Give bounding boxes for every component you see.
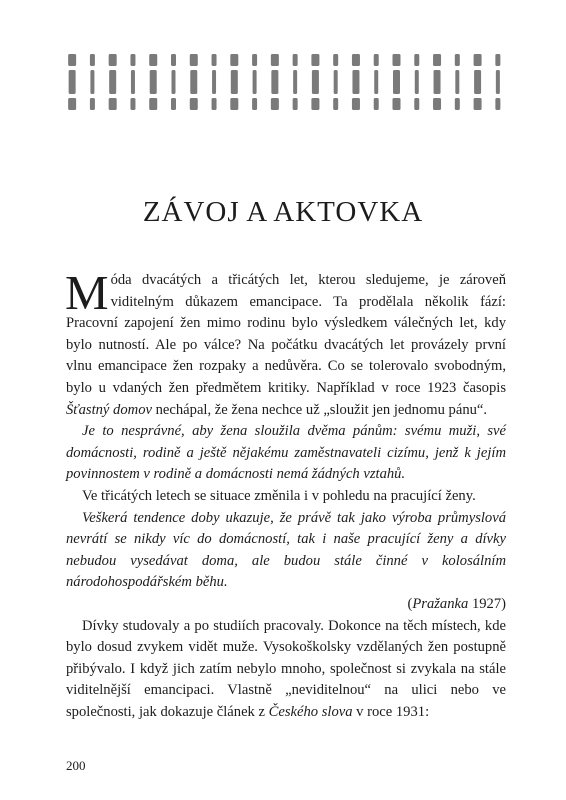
ornament-bar-bottom bbox=[333, 98, 338, 110]
ornament-bar-bottom bbox=[149, 98, 157, 110]
paragraph-3-tail: v roce 1931: bbox=[352, 703, 430, 720]
ornament-bar-bottom bbox=[374, 98, 379, 110]
chapter-title: ZÁVOJ A AKTOVKA bbox=[142, 196, 424, 228]
ornament-bar-bottom bbox=[293, 98, 298, 110]
ornament-bar-bottom bbox=[109, 98, 117, 110]
ornament-bar-top bbox=[374, 54, 379, 66]
ornament-bar-bottom bbox=[474, 98, 482, 110]
ornament-bar-top bbox=[455, 54, 460, 66]
paragraph-1 bbox=[65, 265, 506, 421]
ornament-bar-top bbox=[393, 54, 401, 66]
ornament-bar-middle bbox=[190, 70, 197, 94]
paragraph-1-tail: nechápal, že žena nechce už „sloužit jen jednomu pánu“. bbox=[151, 401, 488, 418]
ornament-bar-middle bbox=[434, 70, 441, 94]
ornament-bar-middle bbox=[231, 70, 238, 94]
ornament-bar-bottom bbox=[212, 98, 217, 110]
quote-2-citation bbox=[66, 594, 506, 616]
page-number: 200 bbox=[66, 758, 86, 773]
ornament-bar-middle bbox=[352, 70, 359, 94]
ornament-bar-middle bbox=[496, 70, 500, 94]
ornament-bar-top bbox=[474, 54, 482, 66]
ornament-bar-top bbox=[212, 54, 217, 66]
ornament-bar-bottom bbox=[230, 98, 238, 110]
ornament-bar-middle bbox=[334, 70, 338, 94]
ornament-bar-top bbox=[230, 54, 238, 66]
newspaper-name: Českého slova bbox=[268, 703, 353, 720]
ornament-bar-middle bbox=[109, 70, 116, 94]
quote-2: Veškerá tendence doby ukazuje, že právě tak jako výroba průmyslová nevrátí se nikdy víc do domácností, tak i naše pracující ženy a dívky nebudou vysedávat doma, ale budou stále činné v kolosálním národohospodářském běhu. bbox=[66, 509, 506, 591]
citation-open: ( bbox=[407, 595, 413, 612]
decorative-bar-ornament-icon bbox=[62, 52, 508, 114]
ornament-bar-bottom bbox=[414, 98, 419, 110]
ornament-bar-bottom bbox=[311, 98, 319, 110]
ornament-bar-bottom bbox=[271, 98, 279, 110]
paragraph-2: Ve třicátých letech se situace změnila i v pohledu na pracující ženy. bbox=[82, 487, 476, 504]
ornament-bar-bottom bbox=[352, 98, 360, 110]
ornament-bar-top bbox=[252, 54, 257, 66]
ornament-bar-middle bbox=[172, 70, 176, 94]
quote-1: Je to nesprávné, aby žena sloužila dvěma pánům: svému muži, své domácnosti, rodině a ještě nějakému zaměstnavateli cizímu, jenž k jejím povinnostem v rodině a domácnosti nemá žádných vztahů. bbox=[66, 423, 506, 483]
ornament-bar-middle bbox=[474, 70, 481, 94]
ornament-bar-top bbox=[68, 54, 76, 66]
ornament-bar-middle bbox=[374, 70, 378, 94]
paragraph-1-text: óda dvacátých a třicátých let, kterou sledujeme, je zároveň viditelným důkazem emancipace. Ta prodělala několik fází: Pracovní zapojení žen mimo rodinu bylo výsledkem válečných let, kdy bylo nutností. Ale po válce? Na počátku dvacátých let provázely první vlnu emancipace žen rozpaky a nedůvěra. Co se tolerovalo svobodným, bylo u vdaných žen předmětem kritiky. Například v roce 1923 časopis bbox=[66, 272, 506, 396]
ornament-bar-top bbox=[149, 54, 157, 66]
ornament-bar-top bbox=[433, 54, 441, 66]
ornament-bar-top bbox=[171, 54, 176, 66]
ornament-bar-bottom bbox=[393, 98, 401, 110]
ornament-bar-bottom bbox=[171, 98, 176, 110]
ornament-bar-middle bbox=[271, 70, 278, 94]
ornament-bar-middle bbox=[69, 70, 76, 94]
ornament-bar-bottom bbox=[130, 98, 135, 110]
drop-cap: M bbox=[65, 265, 109, 320]
ornament-bar-top bbox=[190, 54, 198, 66]
ornament-bar-bottom bbox=[455, 98, 460, 110]
ornament-bar-top bbox=[495, 54, 500, 66]
ornament-bar-middle bbox=[212, 70, 216, 94]
citation-year: 1927) bbox=[468, 595, 506, 612]
ornament-bar-top bbox=[130, 54, 135, 66]
ornament-bar-middle bbox=[90, 70, 94, 94]
body-text bbox=[65, 265, 506, 723]
ornament-bar-bottom bbox=[433, 98, 441, 110]
ornament-bar-middle bbox=[393, 70, 400, 94]
citation-source: Pražanka bbox=[412, 595, 469, 612]
ornament-bar-top bbox=[352, 54, 360, 66]
ornament-bar-bottom bbox=[495, 98, 500, 110]
ornament-bar-top bbox=[271, 54, 279, 66]
magazine-name: Šťastný domov bbox=[66, 401, 152, 418]
paragraph-3-text: Dívky studovaly a po studiích pracovaly. Dokonce na těch místech, kde bylo dosud zvykem vidět muže. Vysokoškolsky vzdělaných žen postupně přibývalo. I když jich zatím nebylo mnoho, společnost si zvykala na stále viditelnější emancipaci. Vlastně „neviditelnou“ na ulici nebo ve společnosti, jak dokazuje článek z bbox=[66, 617, 506, 720]
ornament-bar-middle bbox=[415, 70, 419, 94]
ornament-bar-top bbox=[414, 54, 419, 66]
ornament-bar-top bbox=[333, 54, 338, 66]
ornament-bar-middle bbox=[312, 70, 319, 94]
ornament-bar-middle bbox=[131, 70, 135, 94]
ornament-bar-top bbox=[109, 54, 117, 66]
ornament-bar-top bbox=[90, 54, 95, 66]
ornament-bar-bottom bbox=[252, 98, 257, 110]
ornament-bar-top bbox=[311, 54, 319, 66]
ornament-bar-bottom bbox=[190, 98, 198, 110]
ornament-bar-middle bbox=[293, 70, 297, 94]
ornament-bar-middle bbox=[455, 70, 459, 94]
ornament-bar-top bbox=[293, 54, 298, 66]
paragraph-3 bbox=[66, 616, 506, 724]
ornament-bar-middle bbox=[150, 70, 157, 94]
ornament-bar-middle bbox=[253, 70, 257, 94]
ornament-bar-bottom bbox=[90, 98, 95, 110]
ornament-bar-bottom bbox=[68, 98, 76, 110]
